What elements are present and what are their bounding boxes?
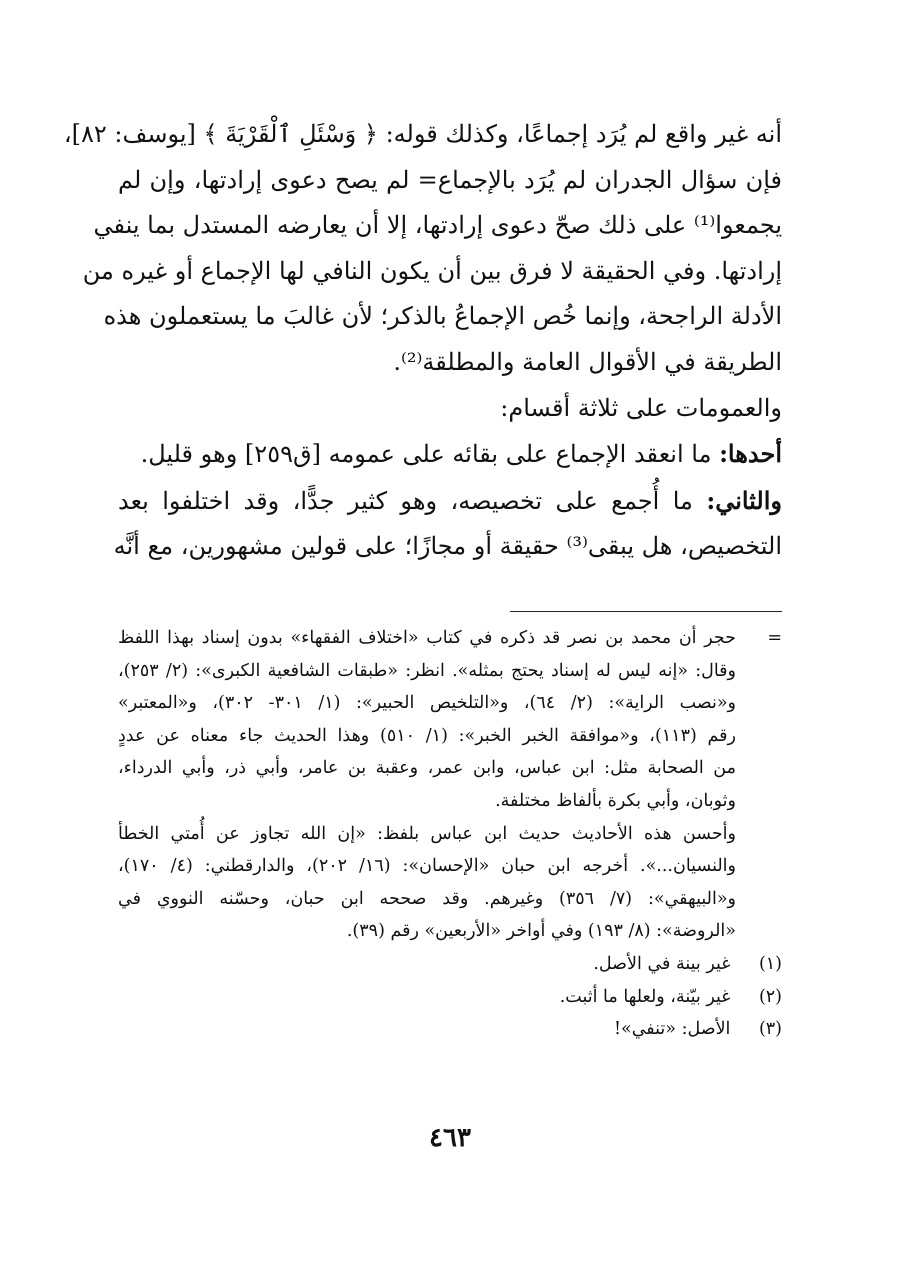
footnote-cont-line-4: رقم (١١٣)، و«موافقة الخبر الخبر»: (١/ ٥١٠) وهذا الحديث جاء معناه عن عددٍ	[118, 725, 737, 746]
footnote-cont-line-8: والنسيان...». أخرجه ابن حبان «الإحسان»: (١٦/ ٢٠٢)، والدارقطني: (٤/ ١٧٠)،	[118, 856, 736, 877]
main-text	[63, 112, 782, 570]
footnote-2-number: (٢)	[758, 986, 782, 1007]
main-line-8-text: ما انعقد الإجماع على بقائه على عمومه [ق٢٥٩] وهو قليل.	[140, 440, 712, 469]
footnotes	[118, 622, 782, 1046]
footnote-cont-line-5: من الصحابة مثل: ابن عباس، وابن عمر، وعقبة بن عامر، وأبي ذر، وأبي الدرداء،	[118, 758, 736, 779]
continuation-marker: =	[767, 628, 782, 648]
main-line-8	[118, 431, 782, 478]
footnote-2-text: غير بيّنة، ولعلها ما أثبت.	[559, 986, 731, 1007]
footnote-2	[118, 981, 782, 1014]
main-line-10: التخصيص، هل يبقى⁽³⁾ حقيقة أو مجازًا؛ على قولين مشهورين، مع أنَّه	[113, 532, 782, 561]
footnote-cont-line-3: و«نصب الراية»: (٢/ ٦٤)، و«التلخيص الحبير»: (١/ ٣٠١- ٣٠٢)، و«المعتبر»	[118, 693, 736, 714]
footnote-continuation	[118, 622, 782, 948]
second-label: والثاني:	[706, 485, 782, 515]
main-line-7: والعمومات على ثلاثة أقسام:	[500, 393, 782, 422]
footnote-cont-line-10: «الروضة»: (٨/ ١٩٣) وفي أواخر «الأربعين» رقم (٣٩).	[346, 921, 736, 942]
main-line-3: يجمعوا⁽¹⁾ على ذلك صحّ دعوى إرادتها، إلا أن يعارضه المستدل بما ينفي	[93, 211, 782, 240]
footnote-3	[118, 1013, 782, 1046]
footnote-1-number: (١)	[758, 953, 782, 974]
footnote-3-number: (٣)	[758, 1019, 782, 1040]
first-label: أحدها:	[719, 439, 782, 469]
footnote-cont-line-9: و«البيهقي»: (٧/ ٣٥٦) وغيرهم. وقد صححه ابن حبان، وحسّنه النووي في	[118, 888, 736, 909]
main-line-6: الطريقة في الأقوال العامة والمطلقة⁽²⁾.	[393, 347, 782, 376]
footnote-cont-line-7: وأحسن هذه الأحاديث حديث ابن عباس بلفظ: «إن الله تجاوز عن أُمتي الخطأ	[118, 823, 736, 844]
main-line-5: الأدلة الراجحة، وإنما خُص الإجماعُ بالذكر؛ لأن غالبَ ما يستعملون هذه	[103, 302, 782, 331]
footnote-3-text: الأصل: «تنفي»!	[613, 1019, 731, 1040]
footnote-divider	[510, 611, 782, 612]
footnote-cont-line-6: وثوبان، وأبي بكرة بألفاظ مختلفة.	[495, 790, 736, 811]
footnote-1-text: غير بينة في الأصل.	[593, 953, 731, 974]
main-line-9-text: ما أُجمع على تخصيصه، وهو كثير جدًّا، وقد اختلفوا بعد	[118, 486, 693, 515]
footnote-1	[118, 948, 782, 981]
page-number: ٤٦٣	[429, 1123, 471, 1153]
main-line-9	[118, 478, 782, 525]
footnote-cont-line-1: حجر أن محمد بن نصر قد ذكره في كتاب «اختلاف الفقهاء» بدون إسناد بهذا اللفظ	[118, 628, 736, 648]
main-line-1: أنه غير واقع لم يُرَد إجماعًا، وكذلك قوله: ﴿ وَسْئَلِ ٱلْقَرْيَةَ ﴾ [يوسف: ٨٢]،	[63, 120, 782, 148]
footnote-cont-line-2: وقال: «إنه ليس له إسناد يحتج بمثله». انظر: «طبقات الشافعية الكبرى»: (٢/ ٢٥٣)،	[118, 660, 736, 681]
main-line-4: إرادتها. وفي الحقيقة لا فرق بين أن يكون النافي لها الإجماع أو غيره من	[82, 256, 782, 285]
main-line-2: فإن سؤال الجدران لم يُرَد بالإجماع= لم يصح دعوى إرادتها، وإن لم	[118, 165, 782, 194]
